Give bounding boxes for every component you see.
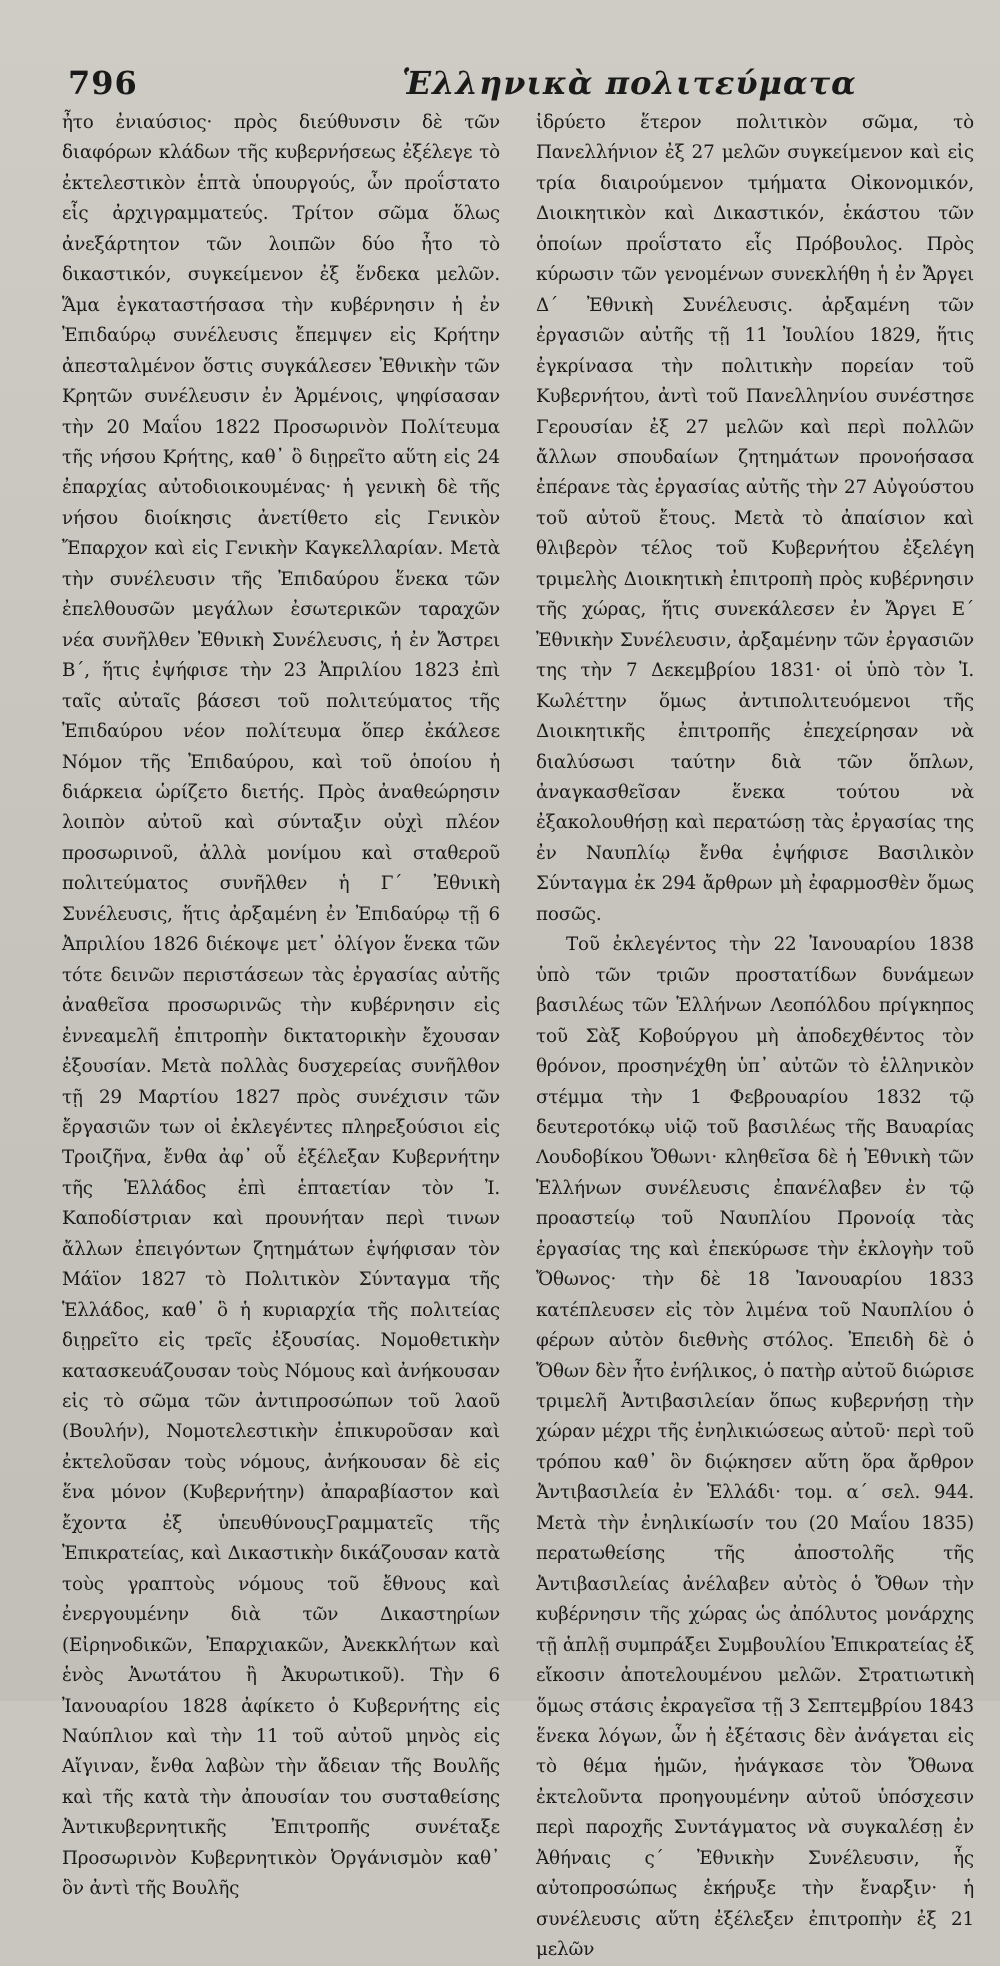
text-columns <box>62 108 974 1961</box>
page-number: 796 <box>68 64 138 102</box>
paragraph: ἦτο ἐνιαύσιος· πρὸς διεύθυνσιν δὲ τῶν διαφόρων κλάδων τῆς κυβερνήσεως ἐξέλεγε τὸ ἐκτελεστικὸν ἑπτὰ ὑπουργούς, ὧν προΐστατο εἷς ἀρχιγραμματεύς. Τρίτον σῶμα ὅλως ἀνεξάρτητον τῶν λοιπῶν δύο ἦτο τὸ δικαστικόν, συγκείμενον ἐξ ἕνδεκα μελῶν. Ἅμα ἐγκαταστήσασα τὴν κυβέρνησιν ἡ ἐν Ἐπιδαύρῳ συνέλευσις ἔπεμψεν εἰς Κρήτην ἀπεσταλμένον ὅστις συγκάλεσεν Ἐθνικὴν τῶν Κρητῶν συνέλευσιν ἐν Ἀρμένοις, ψηφίσασαν τὴν 20 Μαΐου 1822 Προσωρινὸν Πολίτευμα τῆς νήσου Κρήτης, καθ᾽ ὃ διῃρεῖτο αὕτη εἰς 24 ἐπαρχίας αὐτοδιοικουμένας· ἡ γενικὴ δὲ τῆς νήσου διοίκησις ἀνετίθετο εἰς Γενικὸν Ἔπαρχον καὶ εἰς Γενικὴν Καγκελλαρίαν. Μετὰ τὴν συνέλευσιν τῆς Ἐπιδαύρου ἕνεκα τῶν ἐπελθουσῶν μεγάλων ἐσωτερικῶν ταραχῶν νέα συνῆλθεν Ἐθνικὴ Συνέλευσις, ἡ ἐν Ἄστρει Β΄, ἥτις ἐψήφισε τὴν 23 Ἀπριλίου 1823 ἐπὶ ταῖς αὐταῖς βάσεσι τοῦ πολιτεύματος τῆς Ἐπιδαύρου νέον πολίτευμα ὅπερ ἐκάλεσε Νόμον τῆς Ἐπιδαύρου, καὶ τοῦ ὁποίου ἡ διάρκεια ὡρίζετο διετής. Πρὸς ἀναθεώρησιν λοιπὸν αὐτοῦ καὶ σύνταξιν οὐχὶ πλέον προσωρινοῦ, ἀλλὰ μονίμου καὶ σταθεροῦ πολιτεύματος συνῆλθεν ἡ Γ΄ Ἐθνικὴ Συνέλευσις, ἥτις ἀρξαμένη ἐν Ἐπιδαύρῳ τῇ 6 Ἀπριλίου 1826 διέκοψε μετ᾽ ὀλίγον ἕνεκα τῶν τότε δεινῶν περιστάσεων τὰς ἐργασίας αὐτῆς ἀναθεῖσα προσωρινῶς τὴν κυβέρνησιν εἰς ἐννεαμελῆ ἐπιτροπὴν δικτατορικὴν ἔχουσαν ἐξουσίαν. Μετὰ πολλὰς δυσχερείας συνῆλθον τῇ 29 Μαρτίου 1827 πρὸς συνέχισιν τῶν ἔργασιῶν των οἱ ἐκλεγέντες πληρεξούσιοι εἰς Τροιζῆνα, ἔνθα ἀφ᾽ οὗ ἐξέλεξαν Κυβερνήτην τῆς Ἑλλάδος ἐπὶ ἑπταετίαν τὸν Ἰ. Καποδίστριαν καὶ προυνήταν περὶ τινων ἄλλων ἐπειγόντων ζητημάτων ἐψήφισαν τὸν Μάϊον 1827 τὸ Πολιτικὸν Σύνταγμα τῆς Ἑλλάδος, καθ᾽ ὃ ἡ κυριαρχία τῆς πολιτείας διῃρεῖτο εἰς τρεῖς ἐξουσίας. Νομοθετικὴν κατασκευάζουσαν τοὺς Νόμους καὶ ἀνήκουσαν εἰς τὸ σῶμα τῶν ἀντιπροσώπων τοῦ λαοῦ (Βουλήν), Νομοτελεστικὴν ἐπικυροῦσαν καὶ ἐκτελοῦσαν τοὺς νόμους, ἀνήκουσαν δὲ εἰς ἕνα μόνον (Κυβερνήτην) ἀπαραβίαστον καὶ ἔχοντα ἐξ ὑπευθύνουςΓραμματεῖς τῆς Ἐπικρατείας, καὶ Δικαστικὴν δικάζουσαν κατὰ τοὺς γραπτοὺς νόμους τοῦ ἔθνους καὶ ἐνεργουμένην διὰ τῶν Δικαστηρίων (Εἰρηνοδικῶν, Ἐπαρχιακῶν, Ἀνεκκλήτων καὶ ἑνὸς Ἀνωτάτου ἢ Ἀκυρωτικοῦ). Τὴν 6 Ἰανουαρίου 1828 ἀφίκετο ὁ Κυβερνήτης εἰς Ναύπλιον καὶ τὴν 11 τοῦ αὐτοῦ μηνὸς εἰς Αἴγιναν, ἔνθα λαβὼν τὴν ἄδειαν τῆς Βουλῆς καὶ τῆς κατὰ τὴν ἀπουσίαν του συσταθείσης Ἀντικυβερνητικῆς Ἐπιτροπῆς συνέταξε Προσωρινὸν Κυβερνητικὸν Ὀργάνισμὸν καθ᾽ ὃν ἀντὶ τῆς Βουλῆς <box>62 112 500 1900</box>
running-head: Ἑλληνικὰ πολιτεύματα <box>402 64 857 102</box>
paragraph: Τοῦ ἐκλεγέντος τὴν 22 Ἰανουαρίου 1838 ὑπὸ τῶν τριῶν προστατίδων δυνάμεων βασιλέως τῶν Ἑλλήνων Λεοπόλδου πρίγκηπος τοῦ Σὰξ Κοβούργου μὴ ἀποδεχθέντος τὸν θρόνον, προσηνέχθη ὑπ᾽ αὐτῶν τὸ ἑλληνικὸν στέμμα τὴν 1 Φεβρουαρίου 1832 τῷ δευτεροτόκῳ υἱῷ τοῦ βασιλέως τῆς Βαυαρίας Λουδοβίκου Ὄθωνι· κληθεῖσα δὲ ἡ Ἐθνικὴ τῶν Ἑλλήνων συνέλευσις ἐπανέλαβεν ἐν τῷ προαστείῳ τοῦ Ναυπλίου Προνοίᾳ τὰς ἐργασίας της καὶ ἐπεκύρωσε τὴν ἐκλογὴν τοῦ Ὄθωνος· τὴν δὲ 18 Ἰανουαρίου 1833 κατέπλευσεν εἰς τὸν λιμένα τοῦ Ναυπλίου ὁ φέρων αὐτὸν διεθνὴς στόλος. Ἐπειδὴ δὲ ὁ Ὄθων δὲν ἦτο ἐνήλικος, ὁ πατὴρ αὐτοῦ διώρισε τριμελῆ Ἀντιβασιλείαν ὅπως κυβερνήσῃ τὴν χώραν μέχρι τῆς ἐνηλικιώσεως αὐτοῦ· περὶ τοῦ τρόπου καθ᾽ ὃν διῴκησεν αὕτη ὅρα ἄρθρον Ἀντιβασιλεία ἐν Ἑλλάδι· τομ. α΄ σελ. 944. Μετὰ τὴν ἐνηλικίωσίν του (20 Μαΐου 1835) περατωθείσης τῆς ἀποστολῆς τῆς Ἀντιβασιλείας ἀνέλαβεν αὐτὸς ὁ Ὄθων τὴν κυβέρνησιν τῆς χώρας ὡς ἀπόλυτος μονάρχης τῇ ἁπλῇ συμπράξει Συμβουλίου Ἐπικρατείας ἐξ εἴκοσιν ἀποτελουμένου μελῶν. Στρατιωτικὴ ὅμως στάσις ἐκραγεῖσα τῇ 3 Σεπτεμβρίου 1843 ἕνεκα λόγων, ὧν ἡ ἐξέτασις δὲν ἀνάγεται εἰς τὸ θέμα ἡμῶν, ἠνάγκασε τὸν Ὄθωνα ἐκτελοῦντα προηγουμένην αὐτοῦ ὑπόσχεσιν περὶ παροχῆς Συντάγματος νὰ συγκαλέσῃ ἐν Ἀθήναις ς΄ Ἐθνικὴν Συνέλευσιν, ἧς αὐτοπροσώπως ἐκήρυξε τὴν ἔναρξιν· ἡ συνέλευσις αὕτη ἐξέλεξεν ἐπιτροπὴν ἐξ 21 μελῶν <box>536 934 974 1961</box>
left-column <box>62 108 500 1900</box>
page-header <box>62 58 972 108</box>
paragraph: ἱδρύετο ἕτερον πολιτικὸν σῶμα, τὸ Πανελλήνιον ἐξ 27 μελῶν συγκείμενον καὶ εἰς τρία διαιρούμενον τμήματα Οἰκονομικόν, Διοικητικὸν καὶ Δικαστικόν, ἑκάστου τῶν ὁποίων προΐστατο εἷς Πρόβουλος. Πρὸς κύρωσιν τῶν γενομένων συνεκλήθη ἡ ἐν Ἄργει Δ΄ Ἐθνικὴ Συνέλευσις. ἀρξαμένη τῶν ἐργασιῶν αὐτῆς τῇ 11 Ἰουλίου 1829, ἥτις ἐγκρίνασα τὴν πολιτικὴν πορείαν τοῦ Κυβερνήτου, ἀντὶ τοῦ Πανελληνίου συνέστησε Γερουσίαν ἐξ 27 μελῶν καὶ περὶ πολλῶν ἄλλων σπουδαίων ζητημάτων προνοήσασα ἐπέρανε τὰς ἐργασίας αὐτῆς τὴν 27 Αὐγούστου τοῦ αὐτοῦ ἔτους. Μετὰ τὸ ἀπαίσιον καὶ θλιβερὸν τέλος τοῦ Κυβερνήτου ἐξελέγη τριμελὴς Διοικητικὴ ἐπιτροπὴ πρὸς κυβέρνησιν τῆς χώρας, ἥτις συνεκάλεσεν ἐν Ἄργει Ε΄ Ἐθνικὴν Συνέλευσιν, ἀρξαμένην τῶν ἐργασιῶν της τὴν 7 Δεκεμβρίου 1831· οἱ ὑπὸ τὸν Ἰ. Κωλέττην ὅμως ἀντιπολιτευόμενοι τῆς Διοικητικῆς ἐπιτροπῆς ἐπεχείρησαν νὰ διαλύσωσι ταύτην διὰ τῶν ὅπλων, ἀναγκασθεῖσαν ἕνεκα τούτου νὰ ἐξακολουθήσῃ καὶ περατώσῃ τὰς ἐργασίας της ἐν Ναυπλίῳ ἔνθα ἐψήφισε Βασιλικὸν Σύνταγμα ἐκ 294 ἄρθρων μὴ ἐφαρμοσθὲν ὅμως ποσῶς. <box>536 112 974 925</box>
right-column <box>536 108 974 1961</box>
